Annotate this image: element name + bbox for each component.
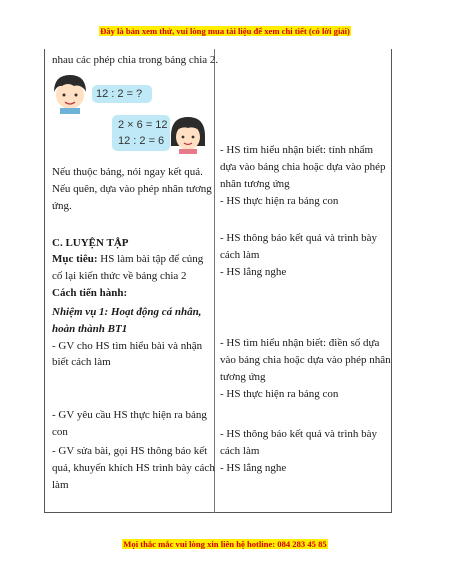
teacher-step: - GV sửa bài, gọi HS thông báo kết — [52, 445, 208, 457]
teacher-step: làm — [52, 479, 69, 491]
teacher-step: quả, khuyến khích HS trình bày cách — [52, 462, 215, 474]
column-divider — [214, 49, 215, 513]
note-line: Nếu thuộc bảng, nói ngay kết quả. — [52, 166, 203, 178]
note-line: Nếu quên, dựa vào phép nhân tương — [52, 183, 212, 195]
note-line: ứng. — [52, 200, 72, 212]
method-label: Cách tiến hành: — [52, 287, 128, 299]
student-step: - HS tìm hiểu nhận biết: tính nhẩm — [220, 144, 374, 156]
teacher-step: biết cách làm — [52, 356, 111, 368]
boy-illustration — [50, 72, 90, 114]
student-step: - HS thông báo kết quả và trình bày — [220, 428, 378, 440]
bubble-multiplication: 2 × 6 = 12 — [118, 119, 168, 131]
question-bubble: 12 : 2 = ? — [92, 85, 152, 103]
student-step: cách làm — [220, 445, 260, 457]
preview-notice-banner: Đây là bản xem thử, vui lòng mua tài liệu để xem chi tiết (có lời giải) — [100, 26, 350, 36]
teacher-step: con — [52, 426, 68, 438]
student-step: vào bảng chia hoặc dựa vào phép nhân — [220, 354, 391, 366]
intro-text: nhau các phép chia trong bảng chia 2. — [52, 54, 219, 66]
student-step: cách làm — [220, 249, 260, 261]
student-step: dựa vào bảng chia hoặc dựa vào phép — [220, 161, 386, 173]
goal-line: cố lại kiến thức về bảng chia 2 — [52, 270, 187, 282]
teacher-step: - GV yêu cầu HS thực hiện ra bảng — [52, 409, 207, 421]
student-step: tương ứng — [220, 371, 266, 383]
student-step: - HS tìm hiểu nhận biết: điền số dựa — [220, 337, 380, 349]
student-step: - HS thực hiện ra bảng con — [220, 195, 339, 207]
girl-illustration — [168, 114, 208, 154]
student-step: - HS lắng nghe — [220, 266, 287, 278]
hotline-notice-banner: Mọi thắc mắc vui lòng xin liên hệ hotline: 084 283 45 85 — [123, 539, 327, 549]
student-step: nhân tương ứng — [220, 178, 290, 190]
task-title: Nhiệm vụ 1: Hoạt động cá nhân, — [52, 306, 202, 318]
student-step: - HS thông báo kết quả và trình bày — [220, 232, 378, 244]
task-title: hoàn thành BT1 — [52, 323, 128, 335]
section-title: C. LUYỆN TẬP — [52, 237, 129, 249]
bubble-division: 12 : 2 = 6 — [118, 135, 165, 147]
student-step: - HS lắng nghe — [220, 462, 287, 474]
teacher-step: - GV cho HS tìm hiểu bài và nhận — [52, 340, 203, 352]
student-step: - HS thực hiện ra bảng con — [220, 388, 339, 400]
answer-bubble — [112, 115, 170, 151]
goal-line: Mục tiêu: HS làm bài tập để củng — [52, 253, 204, 265]
